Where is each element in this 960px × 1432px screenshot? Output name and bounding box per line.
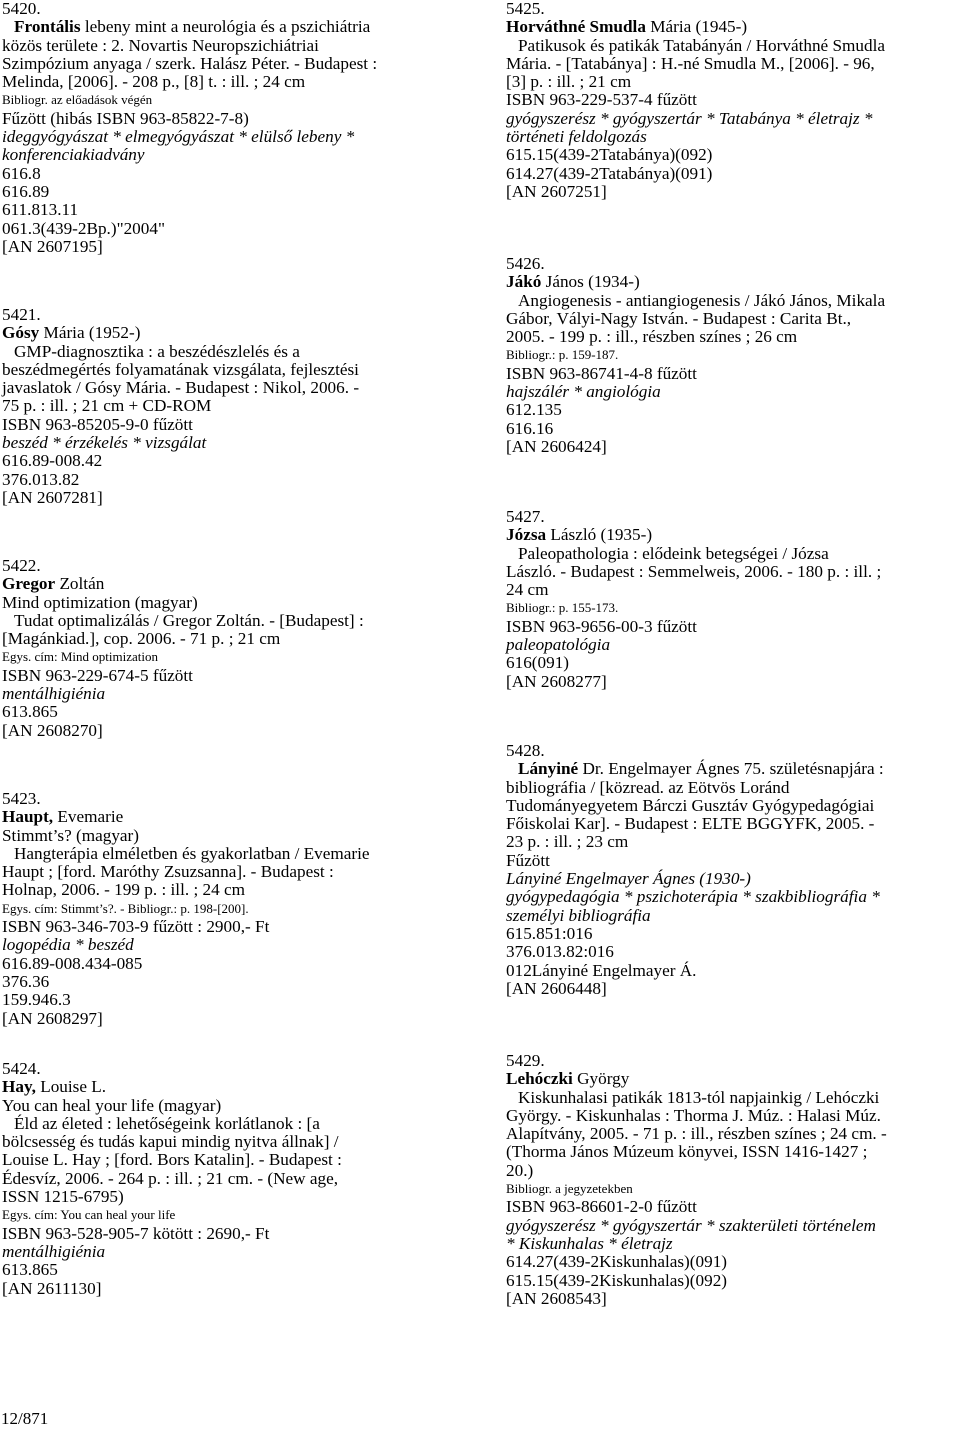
entry-line: Paleopathologia : elődeink betegségei / Józsa <box>518 543 829 563</box>
entry-line: 616.89 <box>2 181 50 201</box>
entry-line: Stimmt’s? (magyar) <box>2 825 139 845</box>
entry-number: 5423. <box>2 789 41 808</box>
entry-line: [AN 2608297] <box>2 1008 103 1028</box>
page-number: 12/871 <box>1 1409 49 1428</box>
entry-line: beszéd * érzékelés * vizsgálat <box>2 433 207 453</box>
entry-line: 613.865 <box>2 1260 58 1280</box>
entry-line: 616.16 <box>506 418 554 438</box>
entry-line: ideggyógyászat * elmegyógyászat * elülső lebeny * <box>2 127 355 147</box>
author-name: Lányiné <box>518 759 579 779</box>
entry-line: Fűzött (hibás ISBN 963-85822-7-8) <box>2 108 249 128</box>
entry-line: [AN 2607281] <box>2 487 103 507</box>
entry-line: paleopatológia <box>506 635 611 655</box>
entry-text: lebeny mint a neurológia és a pszichiátria <box>80 17 371 37</box>
entry-line: Édesvíz, 2006. - 264 p. : ill. ; 21 cm. - (New age, <box>2 1168 339 1188</box>
entry-line: Lányiné Engelmayer Ágnes (1930-) <box>506 869 751 889</box>
entry-line <box>506 1070 958 1088</box>
entry-line: Kiskunhalasi patikák 1813-tól napjainkig / Lehóczki <box>518 1087 880 1107</box>
entry-line: ISBN 963-86601-2-0 fűzött <box>506 1197 697 1217</box>
entry-line: konferenciakiadvány <box>2 145 145 165</box>
entry-line: Fűzött <box>506 850 550 870</box>
entry-line: 615.15(439-2Kiskunhalas)(092) <box>506 1270 728 1290</box>
entry-number: 5429. <box>506 1051 545 1070</box>
entry-number: 5426. <box>506 254 545 273</box>
entry-line: [AN 2607251] <box>506 181 607 201</box>
entry-line: Tudat optimalizálás / Gregor Zoltán. - [Budapest] : <box>14 610 364 630</box>
entry-line: közös területe : 2. Novartis Neuropszichiátriai <box>2 35 319 55</box>
entry-line: gyógyszerész * gyógyszertár * szakterületi történelem <box>506 1215 876 1235</box>
entry-line: 615.15(439-2Tatabánya)(092) <box>506 145 713 165</box>
author-name: Gósy <box>2 323 40 343</box>
entry-line: Melinda, [2006]. - 208 p., [8] t. : ill. ; 24 cm <box>2 72 306 92</box>
entry-line: 614.27(439-2Kiskunhalas)(091) <box>506 1252 728 1272</box>
entry-line: ISBN 963-229-674-5 fűzött <box>2 665 193 685</box>
entry-line: [AN 2611130] <box>2 1278 102 1298</box>
bibliography-entry <box>2 790 462 1028</box>
entry-line: Egys. cím: Mind optimization <box>2 649 158 665</box>
entry-line: 20.) <box>506 1160 534 1180</box>
entry-line: 012Lányiné Engelmayer Á. <box>506 960 697 980</box>
entry-line <box>506 760 958 778</box>
entry-line: László. - Budapest : Semmelweis, 2006. - 180 p. : ill. ; <box>506 561 882 581</box>
entry-line: Éld az életed : lehetőségeink korlátlanok : [a <box>14 1113 320 1133</box>
entry-line: Mária. - [Tatabánya] : H.-né Smudla M., [2006]. - 96, <box>506 53 875 73</box>
entry-line: Angiogenesis - antiangiogenesis / Jákó János, Mikala <box>518 290 886 310</box>
entry-line <box>506 18 958 36</box>
entry-text: Mária (1952-) <box>39 323 141 343</box>
entry-line: Louise L. Hay ; [ford. Bors Katalin]. - Budapest : <box>2 1150 342 1170</box>
entry-line: Haupt ; [ford. Maróthy Zsuzsanna]. - Budapest : <box>2 862 334 882</box>
entry-line <box>2 1078 462 1096</box>
entry-line: 614.27(439-2Tatabánya)(091) <box>506 163 713 183</box>
entry-text: György <box>572 1069 630 1089</box>
entry-line: hajszálér * angiológia <box>506 382 661 402</box>
entry-line: 24 cm <box>506 580 549 600</box>
entry-line: 613.865 <box>2 702 58 722</box>
entry-line: [AN 2606424] <box>506 436 607 456</box>
entry-line: 616.8 <box>2 163 41 183</box>
entry-text: Dr. Engelmayer Ágnes 75. születésnapjára : <box>578 759 884 779</box>
entry-line: Bibliogr.: p. 155-173. <box>506 600 619 616</box>
author-name: Józsa <box>506 525 547 545</box>
entry-line: [AN 2608277] <box>506 671 607 691</box>
bibliography-entry <box>506 255 958 456</box>
entry-number: 5427. <box>506 507 545 526</box>
entry-line: Mind optimization (magyar) <box>2 592 198 612</box>
entry-number: 5422. <box>2 556 41 575</box>
entry-line: logopédia * beszéd <box>2 935 134 955</box>
bibliography-entry <box>506 1052 958 1308</box>
entry-line: Bibliogr. az előadások végén <box>2 92 153 108</box>
entry-line: [AN 2607195] <box>2 236 103 256</box>
entry-line: 061.3(439-2Bp.)"2004" <box>2 218 165 238</box>
entry-line: [AN 2608270] <box>2 720 103 740</box>
entry-line: Szimpózium anyaga / szerk. Halász Péter. - Budapest : <box>2 53 378 73</box>
entry-line: Bibliogr. a jegyzetekben <box>506 1181 633 1197</box>
entry-line: bibliográfia / [közread. az Eötvös Loránd <box>506 777 790 797</box>
entry-line <box>2 18 462 36</box>
entry-line: gyógyszerész * gyógyszertár * Tatabánya * életrajz * <box>506 108 873 128</box>
entry-line: javaslatok / Gósy Mária. - Budapest : Nikol, 2006. - <box>2 378 360 398</box>
entry-line: (Thorma János Múzeum könyvei, ISSN 1416-1427 ; <box>506 1142 868 1162</box>
entry-line: 376.36 <box>2 971 50 991</box>
entry-number: 5428. <box>506 741 545 760</box>
entry-line: ISBN 963-85205-9-0 fűzött <box>2 414 193 434</box>
entry-text: László (1935-) <box>546 525 653 545</box>
entry-line: mentálhigiénia <box>2 1241 106 1261</box>
bibliography-entry <box>2 1060 462 1298</box>
author-name: Jákó <box>506 272 542 292</box>
entry-number: 5424. <box>2 1059 41 1078</box>
entry-line: Hangterápia elméletben és gyakorlatban / Evemarie <box>14 843 370 863</box>
author-name: Hay, <box>2 1077 36 1097</box>
author-name: Horváthné Smudla <box>506 17 646 37</box>
bibliography-entry <box>2 306 462 507</box>
entry-line: Egys. cím: Stimmt’s?. - Bibliogr.: p. 198-[200]. <box>2 900 249 916</box>
entry-line: 611.813.11 <box>2 200 79 220</box>
entry-line: bölcsesség és tudás kapui mindig nyitva állnak] / <box>2 1132 339 1152</box>
entry-line: Egys. cím: You can heal your life <box>2 1207 176 1223</box>
entry-text: Evemarie <box>53 807 124 827</box>
entry-line: [3] p. : ill. ; 21 cm <box>506 72 632 92</box>
entry-line <box>506 526 958 544</box>
entry-line: * Kiskunhalas * életrajz <box>506 1233 673 1253</box>
bibliography-entry <box>2 557 462 740</box>
author-name: Frontális <box>14 17 81 37</box>
bibliography-entry <box>506 508 958 691</box>
entry-line: Alapítvány, 2005. - 71 p. : ill., részben színes ; 24 cm. - <box>506 1124 887 1144</box>
entry-line: Holnap, 2006. - 199 p. : ill. ; 24 cm <box>2 880 245 900</box>
entry-line <box>2 324 462 342</box>
entry-line: Gábor, Vályi-Nagy István. - Budapest : Carita Bt., <box>506 308 852 328</box>
entry-line: történeti feldolgozás <box>506 127 647 147</box>
entry-line: Patikusok és patikák Tatabányán / Horváthné Smudla <box>518 35 885 55</box>
entry-line: 376.013.82:016 <box>506 942 614 962</box>
author-name: Gregor <box>2 574 56 594</box>
author-name: Haupt, <box>2 807 54 827</box>
entry-line: You can heal your life (magyar) <box>2 1095 222 1115</box>
author-name: Lehóczki <box>506 1069 573 1089</box>
entry-number: 5421. <box>2 305 41 324</box>
entry-number: 5425. <box>506 0 545 18</box>
bibliography-entry <box>506 0 958 201</box>
entry-line: ISBN 963-346-703-9 fűzött : 2900,- Ft <box>2 917 270 937</box>
entry-text: Louise L. <box>35 1077 107 1097</box>
entry-line: ISBN 963-9656-00-3 fűzött <box>506 616 697 636</box>
entry-text: János (1934-) <box>541 272 640 292</box>
entry-line: ISBN 963-229-537-4 fűzött <box>506 90 697 110</box>
entry-line: személyi bibliográfia <box>506 905 651 925</box>
entry-line: 159.946.3 <box>2 990 71 1010</box>
entry-line: ISBN 963-528-905-7 kötött : 2690,- Ft <box>2 1223 270 1243</box>
entry-line: 75 p. : ill. ; 21 cm + CD-ROM <box>2 396 212 416</box>
entry-line: 23 p. : ill. ; 23 cm <box>506 832 629 852</box>
entry-line: GMP-diagnosztika : a beszédészlelés és a <box>14 341 300 361</box>
entry-line <box>2 808 462 826</box>
entry-line: 616.89-008.42 <box>2 451 103 471</box>
entry-line <box>2 575 462 593</box>
entry-line: [AN 2606448] <box>506 978 607 998</box>
entry-line: Bibliogr.: p. 159-187. <box>506 347 619 363</box>
entry-line: 2005. - 199 p. : ill., részben színes ; 26 cm <box>506 327 798 347</box>
entry-line: [Magánkiad.], cop. 2006. - 71 p. ; 21 cm <box>2 629 281 649</box>
bibliography-entry <box>2 0 462 256</box>
entry-number: 5420. <box>2 0 41 18</box>
bibliography-entry <box>506 742 958 998</box>
entry-line: György. - Kiskunhalas : Thorma J. Múz. : Halasi Múz. <box>506 1105 881 1125</box>
entry-line: Főiskolai Kar]. - Budapest : ELTE BGGYFK, 2005. - <box>506 814 875 834</box>
entry-text: Mária (1945-) <box>645 17 748 37</box>
entry-line: 615.851:016 <box>506 923 593 943</box>
entry-line: 612.135 <box>506 400 562 420</box>
entry-line: [AN 2608543] <box>506 1288 607 1308</box>
entry-line <box>506 273 958 291</box>
entry-line: beszédmegértés folyamatának vizsgálata, fejlesztési <box>2 359 359 379</box>
entry-line: 616.89-008.434-085 <box>2 953 143 973</box>
entry-line: 376.013.82 <box>2 469 80 489</box>
entry-line: Tudományegyetem Bárczi Gusztáv Gyógypedagógiai <box>506 795 875 815</box>
entry-line: 616(091) <box>506 653 570 673</box>
entry-line: ISBN 963-86741-4-8 fűzött <box>506 363 697 383</box>
entry-text: Zoltán <box>55 574 105 594</box>
entry-line: mentálhigiénia <box>2 684 106 704</box>
entry-line: ISSN 1215-6795) <box>2 1187 124 1207</box>
entry-line: gyógypedagógia * pszichoterápia * szakbibliográfia * <box>506 887 880 907</box>
